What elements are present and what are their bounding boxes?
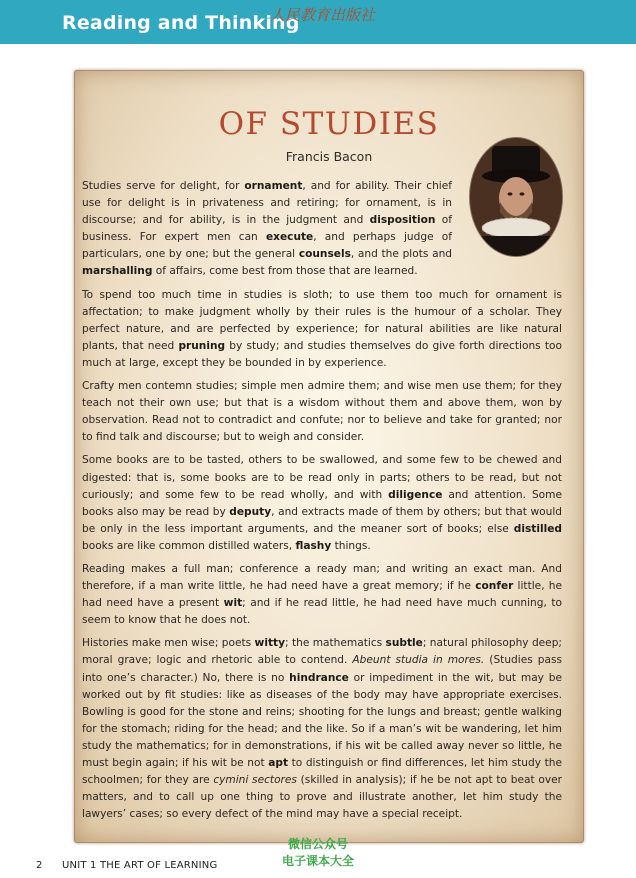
vocab-word: subtle <box>385 637 423 650</box>
paragraph <box>82 561 562 629</box>
vocab-word: execute <box>265 231 314 244</box>
vocab-word: diligence <box>388 488 443 501</box>
text-run: and attention. Some books also may be read by <box>82 488 562 518</box>
vocab-word: wit <box>223 597 243 610</box>
text-run: Histories make men wise; poets <box>82 637 255 650</box>
latin-phrase: Abeunt studia in mores. <box>352 654 485 667</box>
parchment-page <box>74 70 584 843</box>
text-run: or impediment in the wit, but may be worked out by fit studies: like as diseases of the body may have appropriate exercises. Bowling is good for the stone and reins; shooting for the lungs and breast; gentle walking for the stomach; riding for the head; and the like. So if a man’s wit be wandering, let him study the mathematics; for in demonstrations, if his wit be called away never so little, he must begin again; if his wit be not <box>82 671 562 769</box>
text-run: (skilled in analysis); if he be not apt to beat over matters, and to call up one thing to prove and illustrate another, let him study the lawyers’ cases; so every defect of the mind may have a special receipt. <box>82 774 562 821</box>
vocab-word: distilled <box>513 522 562 535</box>
text-run: ; and if he read little, he had need have much cunning, to seem to know that he does not. <box>82 597 563 627</box>
text-run: books are like common distilled waters, <box>82 539 296 552</box>
vocab-word: deputy <box>229 505 272 518</box>
text-run: (Studies pass into one’s character.) No, there is no <box>82 654 563 684</box>
vocab-word: hindrance <box>289 671 349 684</box>
text-run: little, he had need have a present <box>82 580 562 610</box>
watermark-line: 微信公众号 <box>287 837 348 851</box>
watermark-line: 电子课本大全 <box>281 854 354 868</box>
section-title: Reading and Thinking <box>62 12 300 34</box>
paragraph <box>82 635 562 823</box>
publisher-mark: 人民教育出版社 <box>270 6 376 24</box>
text-run: of affairs, come best from those that are learned. <box>152 265 418 278</box>
page-number: 2 <box>36 860 43 871</box>
text-run: , and for ability. Their chief use for delight is in privateness and retiring; for ornament, is in discourse; and for ability, is in the judgment and <box>82 180 452 227</box>
text-run: Studies serve for delight, for <box>82 180 245 192</box>
text-run: Crafty men contemn studies; simple men admire them; and wise men use them; for they teach not their own use; but that is a wisdom without them and above them, won by observation. Read not to contradict and confute; nor to believe and take for granted; nor to find talk and discourse; but to weigh and consider. <box>82 380 562 444</box>
vocab-word: witty <box>254 637 285 650</box>
text-run: things. <box>331 539 371 552</box>
vocab-word: apt <box>268 757 289 769</box>
text-run: Reading makes a full man; conference a ready man; and writing an exact man. And therefore, if a man write little, he had need have a great memory; if he <box>82 562 562 593</box>
vocab-word: pruning <box>178 339 226 352</box>
paragraph <box>82 287 562 372</box>
vocab-word: flashy <box>295 539 332 552</box>
text-run: , and extracts made of them by others; but that would be only in the less important arguments, and the meaner sort of books; else <box>82 505 563 535</box>
latin-phrase: cymini sectores <box>213 774 297 787</box>
text-run: , and the plots and <box>350 248 453 261</box>
vocab-word: counsels <box>298 248 351 261</box>
article-author: Francis Bacon <box>285 149 373 164</box>
unit-label: UNIT 1 THE ART OF LEARNING <box>62 860 218 871</box>
text-run: by study; and studies themselves do give forth directions too much at large, except they be bounded in by experience. <box>82 339 562 369</box>
watermark <box>270 836 366 870</box>
vocab-word: ornament <box>244 180 303 192</box>
text-run: Some books are to be tasted, others to be swallowed, and some few to be chewed and digested: that is, some books are to be read only in parts; others to be read, but not curiously; and some few to be read wholly, and with <box>82 454 562 501</box>
article-title: OF STUDIES <box>218 106 440 142</box>
text-run: , and perhaps judge of particulars, one by one; but the general <box>82 231 452 261</box>
paragraph <box>82 378 562 446</box>
text-run: To spend too much time in studies is sloth; to use them too much for ornament is affectation; to make judgment wholly by their rules is the humour of a scholar. They perfect nature, and are perfected by experience; for natural abilities are like natural plants, that need <box>82 288 562 352</box>
text-run: to distinguish or find differences, let him study the schoolmen; for they are <box>82 757 562 787</box>
paragraph <box>82 452 562 555</box>
paragraph <box>82 178 452 281</box>
text-run: ; natural philosophy deep; moral grave; logic and rhetoric able to contend. <box>82 637 562 667</box>
vocab-word: confer <box>475 580 514 593</box>
vocab-word: disposition <box>369 214 436 227</box>
vocab-word: marshalling <box>82 265 153 278</box>
text-run: of business. For expert men can <box>82 214 452 244</box>
article-body <box>82 178 562 829</box>
text-run: ; the mathematics <box>285 637 386 650</box>
